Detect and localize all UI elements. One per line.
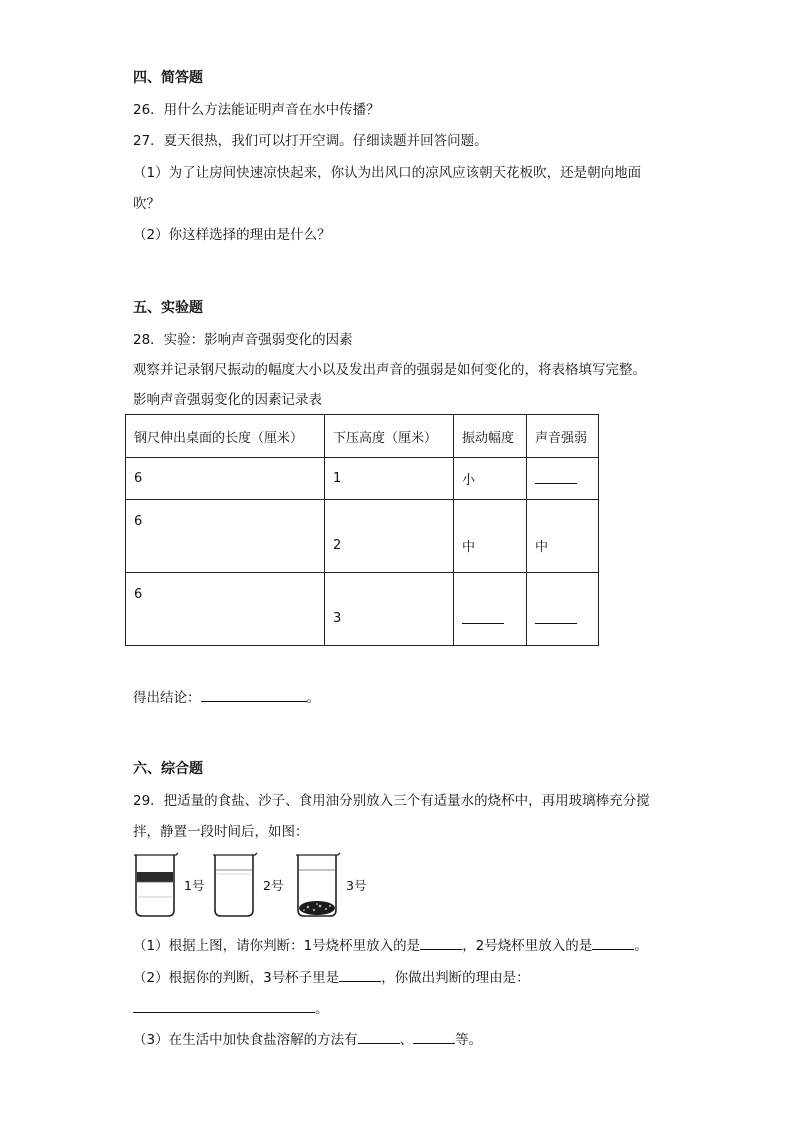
question-29-line2: 拌，静置一段时间后，如图： — [133, 824, 309, 840]
question-29-part1 — [133, 934, 648, 954]
beaker-2-label: 2号 — [263, 878, 284, 893]
question-27: 27．夏天很热，我们可以打开空调。仔细读题并回答问题。 — [133, 133, 488, 149]
question-27-part1-line2: 吹？ — [133, 196, 160, 212]
conclusion-line — [133, 686, 320, 706]
table-cell: 小 — [454, 458, 527, 500]
table-cell — [527, 573, 599, 646]
answer-blank[interactable] — [535, 609, 577, 624]
section-heading-experiment: 五、实验题 — [133, 300, 203, 316]
answer-blank[interactable] — [535, 469, 577, 484]
question-29-part2-answer-line — [133, 997, 329, 1017]
table-cell — [527, 458, 599, 500]
table-row — [126, 500, 599, 573]
q29-3-text-c: 等。 — [455, 1032, 483, 1048]
answer-blank[interactable] — [462, 609, 504, 624]
table-row — [126, 458, 599, 500]
question-28-title: 28．实验：影响声音强弱变化的因素 — [133, 332, 353, 348]
beaker-figure — [130, 852, 390, 918]
beaker-2-icon — [213, 853, 257, 916]
beaker-1-icon — [134, 853, 178, 916]
table-row — [126, 573, 599, 646]
table-cell: 3 — [325, 573, 454, 646]
answer-blank[interactable] — [420, 935, 462, 950]
table-cell — [454, 573, 527, 646]
conclusion-label: 得出结论： — [133, 690, 201, 706]
q29-3-text-a: （3）在生活中加快食盐溶解的方法有 — [133, 1032, 358, 1048]
question-26: 26．用什么方法能证明声音在水中传播？ — [133, 102, 380, 118]
record-table — [125, 414, 599, 646]
q29-2-text-b: ，你做出判断的理由是： — [381, 970, 530, 986]
beaker-3-label: 3号 — [346, 878, 367, 893]
table-cell: 中 — [527, 500, 599, 573]
beaker-1-label: 1号 — [184, 878, 205, 893]
q29-2-text-c: 。 — [315, 1001, 329, 1017]
section-heading-short-answer: 四、简答题 — [133, 70, 203, 86]
table-header-cell: 振动幅度 — [454, 415, 527, 458]
table-header-cell: 下压高度（厘米） — [325, 415, 454, 458]
q29-1-text-a: （1）根据上图，请你判断：1号烧杯里放入的是 — [133, 938, 421, 954]
table-caption: 影响声音强弱变化的因素记录表 — [133, 392, 322, 408]
table-header-cell: 钢尺伸出桌面的长度（厘米） — [126, 415, 325, 458]
beaker-3-icon — [296, 853, 340, 916]
answer-blank[interactable] — [339, 967, 381, 982]
section-heading-comprehensive: 六、综合题 — [133, 761, 203, 777]
q29-2-text-a: （2）根据你的判断，3号杯子里是 — [133, 970, 340, 986]
table-cell: 2 — [325, 500, 454, 573]
table-cell: 6 — [126, 573, 325, 646]
table-header-cell: 声音强弱 — [527, 415, 599, 458]
conclusion-end: 。 — [306, 690, 320, 706]
answer-blank[interactable] — [133, 998, 315, 1013]
answer-blank[interactable] — [358, 1029, 400, 1044]
table-cell: 6 — [126, 500, 325, 573]
answer-blank[interactable] — [413, 1029, 455, 1044]
answer-blank[interactable] — [201, 687, 307, 702]
question-29-line1: 29．把适量的食盐、沙子、食用油分别放入三个有适量水的烧杯中，再用玻璃棒充分搅 — [133, 793, 650, 809]
table-cell: 1 — [325, 458, 454, 500]
answer-blank[interactable] — [592, 935, 634, 950]
q29-3-text-b: 、 — [399, 1032, 414, 1048]
question-29-part3 — [133, 1028, 482, 1048]
question-27-part2: （2）你这样选择的理由是什么？ — [133, 227, 331, 243]
question-27-part1-line1: （1）为了让房间快速凉快起来，你认为出风口的凉风应该朝天花板吹，还是朝向地面 — [133, 165, 642, 181]
table-cell: 中 — [454, 500, 527, 573]
table-header-row — [126, 415, 599, 458]
table-cell: 6 — [126, 458, 325, 500]
q29-1-text-b: ，2号烧杯里放入的是 — [462, 938, 593, 954]
question-29-part2 — [133, 966, 530, 986]
question-28-description: 观察并记录钢尺振动的幅度大小以及发出声音的强弱是如何变化的，将表格填写完整。 — [133, 362, 646, 378]
q29-1-text-c: 。 — [634, 938, 648, 954]
